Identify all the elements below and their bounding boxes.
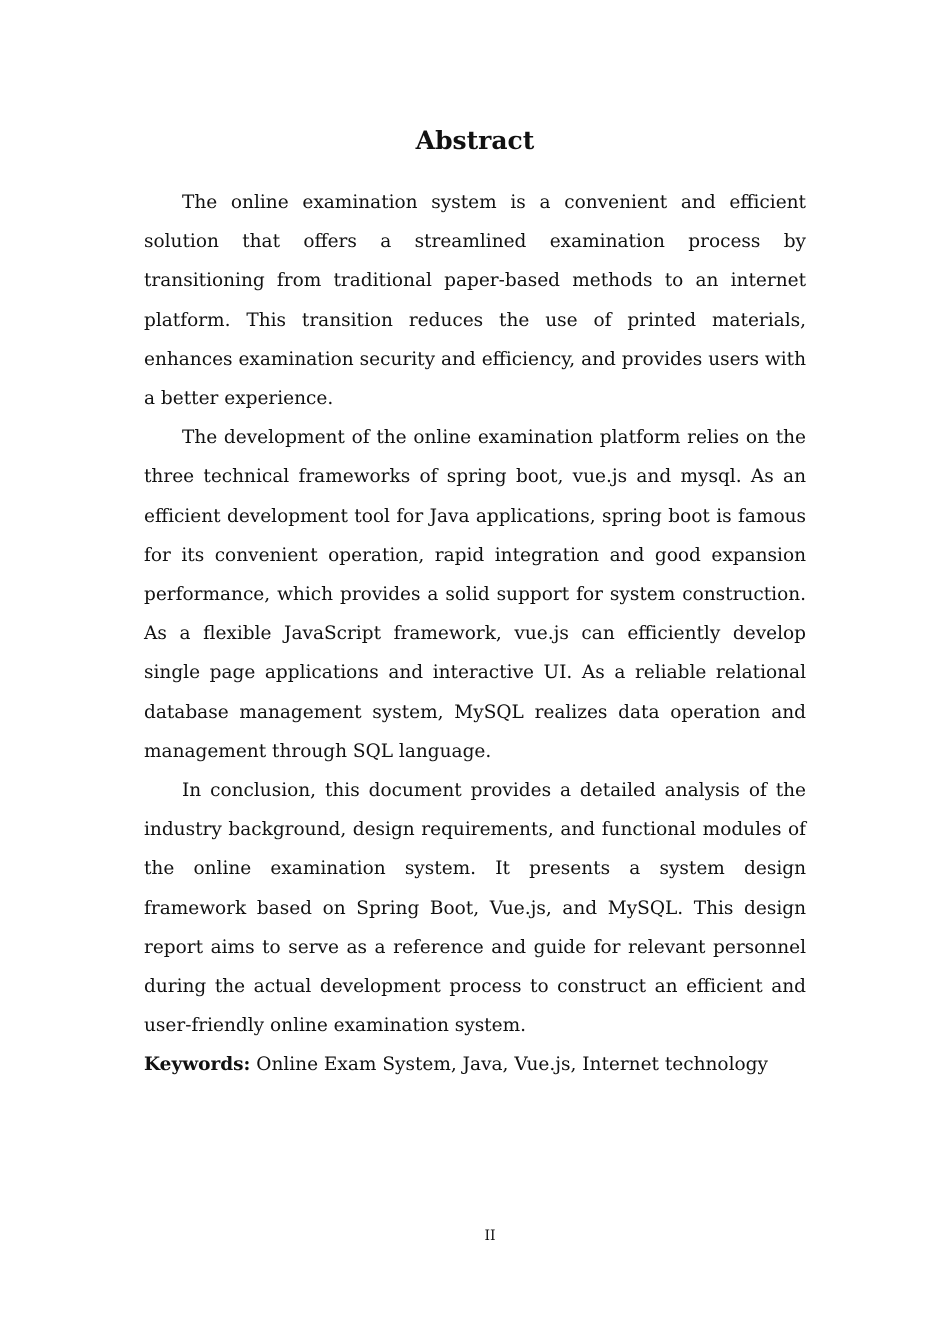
keywords-text: Online Exam System, Java, Vue.js, Internet technology (250, 1054, 768, 1076)
page-number: II (484, 1228, 496, 1244)
page-title: Abstract (415, 126, 535, 155)
abstract-paragraph-2: The development of the online examination platform relies on the three technical frameworks of spring boot, vue.js and mysql. As an efficient development tool for Java applications, spring boot is famous for its convenient operation, rapid integration and good expansion performance, which provides a solid support for system construction. As a flexible JavaScript framework, vue.js can efficiently develop single page applications and interactive UI. As a reliable relational database management system, MySQL realizes data operation and management through SQL language. (144, 427, 806, 762)
keywords-label: Keywords: (144, 1054, 251, 1076)
abstract-body (144, 183, 806, 1085)
abstract-paragraph-1: The online examination system is a convenient and efficient solution that offers a streamlined examination process by transitioning from traditional paper-based methods to an internet platform. This transition reduces the use of printed materials, enhances examination security and efficiency, and provides users with a better experience. (144, 192, 806, 410)
abstract-paragraph-3: In conclusion, this document provides a detailed analysis of the industry background, design requirements, and functional modules of the online examination system. It presents a system design framework based on Spring Boot, Vue.js, and MySQL. This design report aims to serve as a reference and guide for relevant personnel during the actual development process to construct an efficient and user-friendly online examination system. (144, 780, 806, 1037)
keywords-line (144, 1045, 806, 1084)
